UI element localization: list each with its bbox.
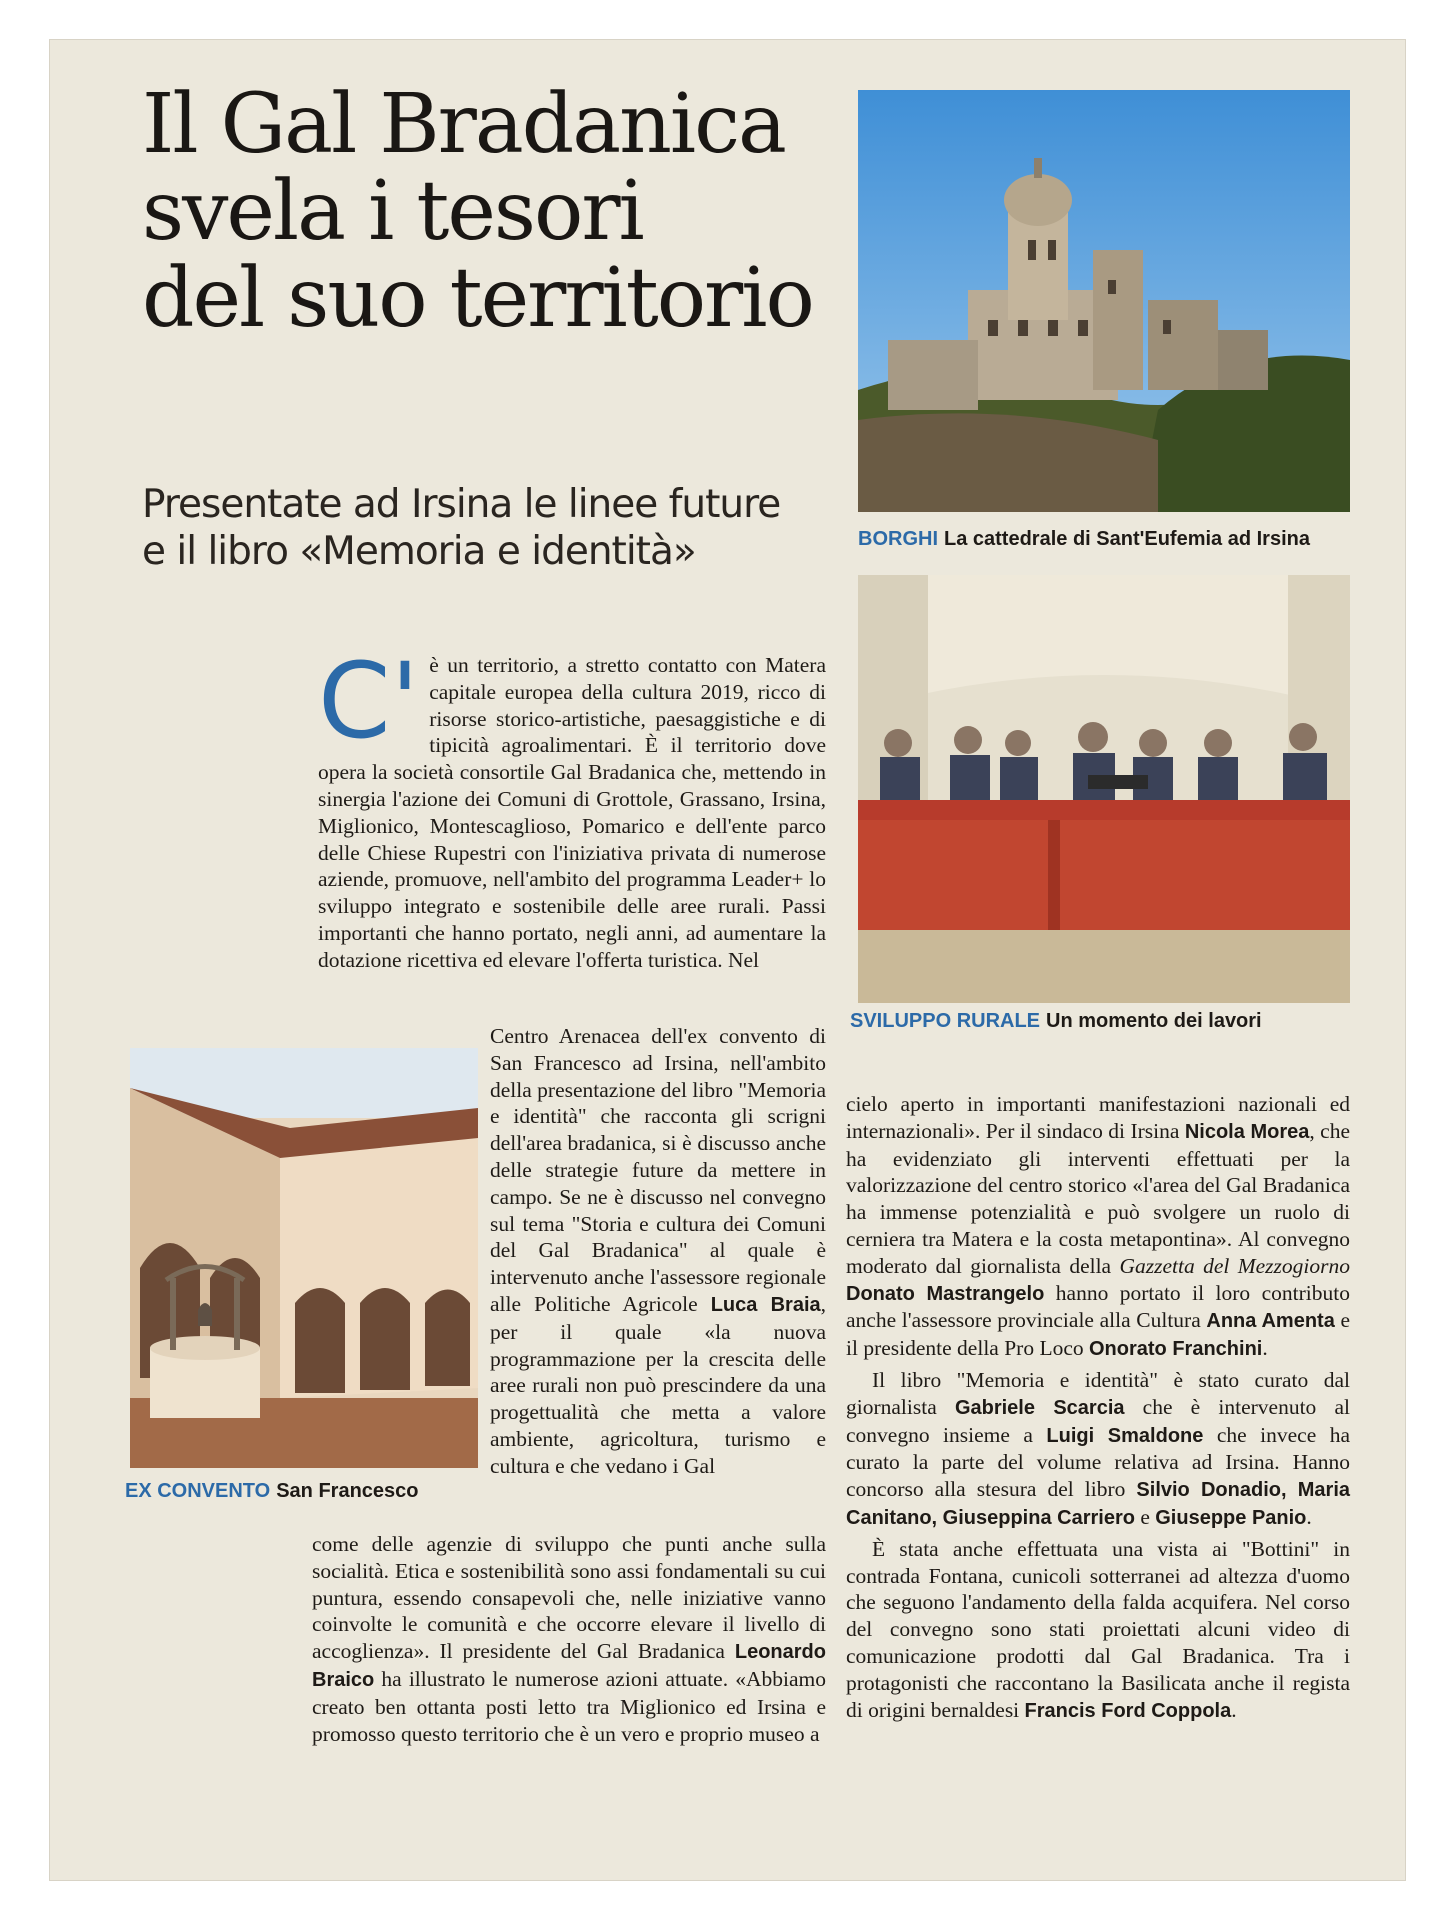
caption-text: La cattedrale di Sant'Eufemia ad Irsina [944, 528, 1310, 550]
subhead-line: Presentate ad Irsina le linee future [142, 482, 781, 527]
subheadline [142, 482, 842, 576]
headline [142, 77, 842, 346]
body-text: ha illustrato le numerose azioni attuate. «Abbiamo creato ben ottanta posti letto tra Miglionico ed Irsina e promosso questo territorio che è un vero e proprio museo a [312, 1666, 826, 1746]
body-text: hanno portato il loro contributo anche l'assessore provinciale alla Cultura [846, 1280, 1350, 1333]
body-text: che invece ha curato la parte del volume relativa ad Irsina. Hanno concorso alla stesura del libro [846, 1422, 1350, 1502]
person-name: Nicola Morea [1184, 1120, 1310, 1143]
person-name: Leonardo Braico [312, 1641, 826, 1691]
conference-image [858, 575, 1350, 1003]
subhead-line: e il libro «Memoria e identità» [142, 528, 696, 574]
person-name: Luca Braia [710, 1293, 821, 1316]
caption-tag: EX CONVENTO [125, 1480, 271, 1502]
caption-text: San Francesco [276, 1480, 419, 1502]
body-text: Centro Arenacea dell'ex convento di San Francesco ad Irsina, nell'ambito della presentazione del libro "Memoria e identità" che racconta gli scrigni dell'area bradanica, si è discusso anche delle strategie future da mettere in campo. Se ne è discusso nel convegno sul tema "Storia e cultura dei Comuni del Gal Bradanica" al quale è intervenuto anche l'assessore regionale alle Politiche Agricole [490, 1024, 826, 1316]
headline-line: svela i tesori [142, 163, 643, 259]
body-text: è un territorio, a stretto contatto con Matera capitale europea della cultura 2019, ricco di risorse storico-artistiche, paesaggistiche e di tipicità agroalimentari. È il territorio dove opera la società consortile Gal Bradanica che, mettendo in sinergia l'azione dei Comuni di Grottole, Grassano, Irsina, Miglionico, Montescaglioso, Pomarico e dell'ente parco delle Chiese Rupestri con l'iniziativa privata di numerose aziende, promuove, nell'ambito del programma Leader+ lo sviluppo integrato e sostenibile delle aree rurali. Passi importanti che hanno portato, negli anni, ad aumentare la dotazione ricettiva ed elevare l'offerta turistica. Nel [318, 653, 826, 972]
body-text: È stata anche effettuata una vista ai "Bottini" in contrada Fontana, cunicoli sotterranei ad altezza d'uomo che seguono l'andamento della falda acquifera. Nel corso del convegno sono stati proiettati alcuni video di comunicazione prodotti dal Gal Bradanica. Tra i protagonisti che raccontano la Basilicata anche il regista di origini bernaldesi [846, 1536, 1350, 1722]
article-body-intro [318, 640, 826, 974]
caption-text: Un momento dei lavori [1046, 1010, 1262, 1032]
conference-photo [858, 575, 1350, 1003]
article-body-right: cielo aperto in importanti manifestazioni nazionali ed internazionali». Per il sindaco di Irsina Nicola Morea, che ha evidenziato gli interventi effettuati per la valorizzazione del centro storico «l'area del Gal Bradanica ha immense potenzialità e può svolgere un ruolo di cerniera tra Matera e la costa metapontina». Al convegno moderato dal giornalista della Gazzetta del Mezzogiorno Donato Mastrangelo hanno portato il loro contributo anche l'assessore provinciale alla Cultura Anna Amenta e il presidente della Pro Loco Onorato Franchini. Il libro "Memoria e identità" è stato curato dal giornalista Gabriele Scarcia che è intervenuto al convegno insieme a Luigi Smaldone che invece ha curato la parte del volume relativa ad Irsina. Hanno concorso alla stesura del libro Silvio Donadio, Maria Canitano, Giuseppina Carriero e Giuseppe Panio. È stata anche effettuata una vista ai "Bottini" in contrada Fontana, cunicoli sotterranei ad altezza d'uomo che seguono l'andamento della falda acquifera. Nel corso del convegno sono stati proiettati alcuni video di comunicazione prodotti dal Gal Bradanica. Tra i protagonisti che raccontano la Basilicata anche il regista di origini bernaldesi Francis Ford Coppola. [846, 1092, 1351, 1722]
body-text: , che ha evidenziato gli interventi effettuati per la valorizzazione del centro storico «l'area del Gal Bradanica ha immense potenzialità e può svolgere un ruolo di cerniera tra Matera e la costa metapontina». Al convegno moderato dal giornalista della [846, 1118, 1351, 1278]
article-body-middle-lower [312, 1531, 826, 1747]
person-name: Silvio Donadio, Maria Canitano, Giuseppina Carriero [846, 1479, 1350, 1529]
rurale-caption [850, 1010, 1262, 1033]
body-text: e [1140, 1504, 1150, 1529]
borghi-caption [858, 528, 1310, 551]
convento-caption [125, 1480, 419, 1503]
body-text: , per il quale «la nuova programmazione per la crescita delle aree rurali non può prescindere da una progettualità che metta a valore ambiente, agricoltura, turismo e cultura e che vedano i Gal [490, 1291, 827, 1478]
person-name: Francis Ford Coppola [1024, 1699, 1232, 1722]
person-name: Giuseppe Panio [1155, 1506, 1307, 1529]
drop-cap: C' [318, 640, 420, 762]
body-text: cielo aperto in importanti manifestazioni nazionali ed internazionali». Per il sindaco di Irsina [846, 1092, 1350, 1143]
headline-line: del suo territorio [142, 250, 813, 346]
person-name: Anna Amenta [1206, 1310, 1335, 1333]
caption-tag: BORGHI [858, 528, 938, 550]
body-text: e il presidente della Pro Loco [846, 1308, 1351, 1361]
cathedral-image [858, 90, 1350, 512]
convento-image [130, 1048, 478, 1468]
person-name: Luigi Smaldone [1046, 1424, 1204, 1447]
headline-line: Il Gal Bradanica [142, 77, 785, 172]
person-name: Gabriele Scarcia [954, 1396, 1125, 1419]
body-text: che è intervenuto al convegno insieme a [846, 1394, 1350, 1447]
convento-photo [130, 1048, 478, 1468]
person-name: Onorato Franchini [1089, 1338, 1263, 1361]
caption-tag: SVILUPPO RURALE [850, 1010, 1041, 1032]
body-text: Il libro "Memoria e identità" è stato curato dal giornalista [846, 1367, 1350, 1419]
article-body-middle [490, 1023, 826, 1480]
publication-name: Gazzetta del Mezzogiorno [1119, 1253, 1351, 1278]
cathedral-photo [858, 90, 1350, 512]
person-name: Donato Mastrangelo [846, 1282, 1045, 1305]
body-text: come delle agenzie di sviluppo che punti anche sulla socialità. Etica e sostenibilità sono assi fondamentali su cui puntura, essendo consapevoli che, nelle iniziative vanno coinvolte le comunità e che occorre elevare il livello di accoglienza». Il presidente del Gal Bradanica [312, 1532, 826, 1664]
